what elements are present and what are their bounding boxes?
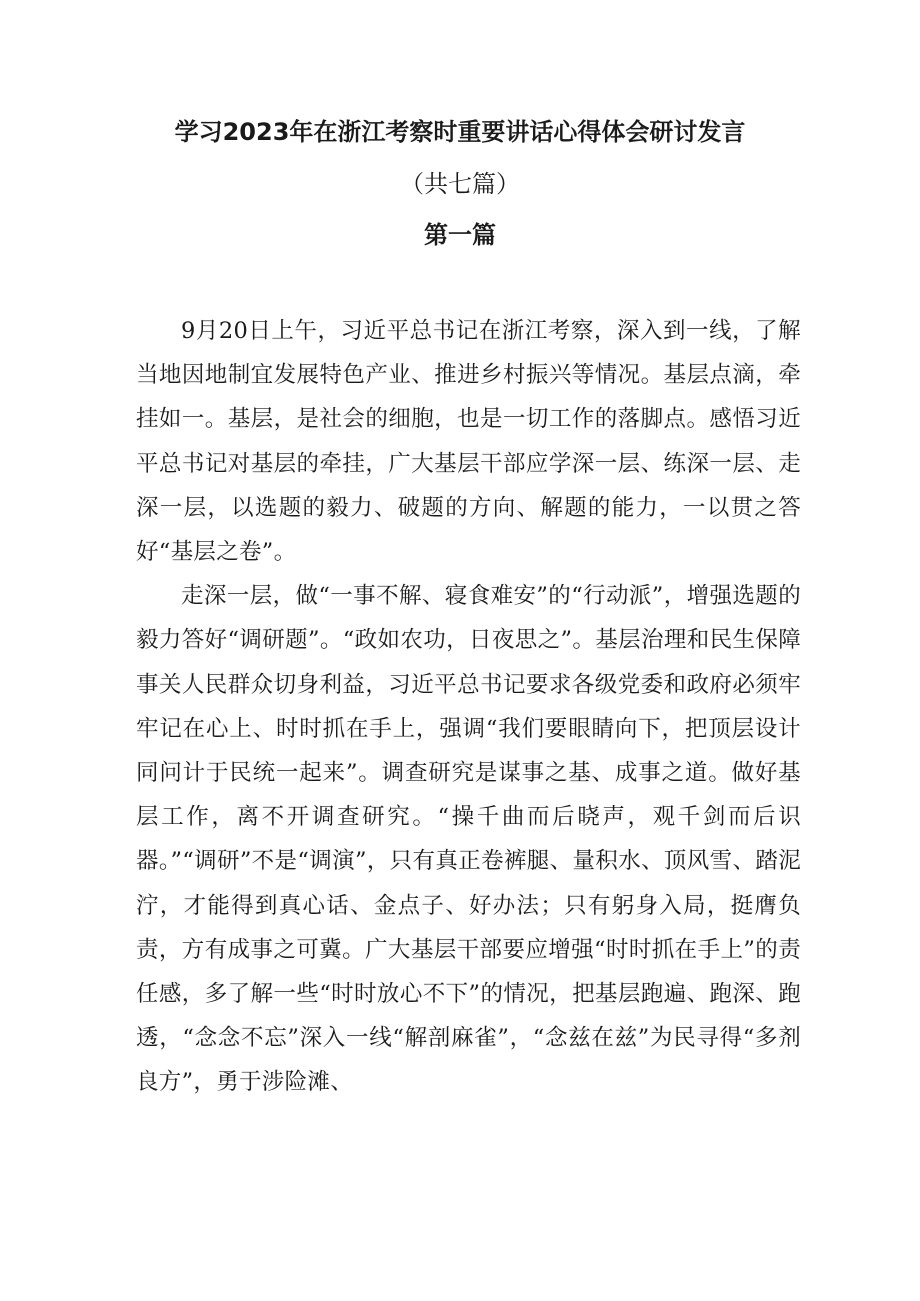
section-heading: 第一篇	[424, 221, 496, 249]
document-title: 学习2023年在浙江考察时重要讲话心得体会研讨发言	[174, 118, 746, 146]
paragraph-2: 走深一层，做“一事不解、寝食难安”的“行动派”，增强选题的毅力答好“调研题”。“政如农功，日夜思之”。基层治理和民生保障事关人民群众切身利益，习近平总书记要求各级党委和政府必须牢牢记在心上、时时抓在手上，强调“我们要眼睛向下，把顶层设计同问计于民统一起来”。调查研究是谋事之基、成事之道。做好基层工作，离不开调查研究。“操千曲而后晓声，观千剑而后识器。”“调研”不是“调演”，只有真正卷裤腿、量积水、顶风雪、踏泥泞，才能得到真心话、金点子、好办法；只有躬身入局，挺膺负责，方有成事之可冀。广大基层干部要应增强“时时抓在手上”的责任感，多了解一些“时时放心不下”的情况，把基层跑遍、跑深、跑透，“念念不忘”深入一线“解剖麻雀”，“念兹在兹”为民寻得“多剂良方”，勇于涉险滩、	[136, 583, 801, 1096]
document-subtitle: （共七篇）	[400, 170, 520, 198]
paragraph-1: 9月20日上午，习近平总书记在浙江考察，深入到一线，了解当地因地制宜发展特色产业、推进乡村振兴等情况。基层点滴，牵挂如一。基层，是社会的细胞，也是一切工作的落脚点。感悟习近平总书记对基层的牵挂，广大基层干部应学深一层、练深一层、走深一层，以选题的毅力、破题的方向、解题的能力，一以贯之答好“基层之卷”。	[136, 318, 801, 566]
document-body	[136, 309, 801, 1105]
